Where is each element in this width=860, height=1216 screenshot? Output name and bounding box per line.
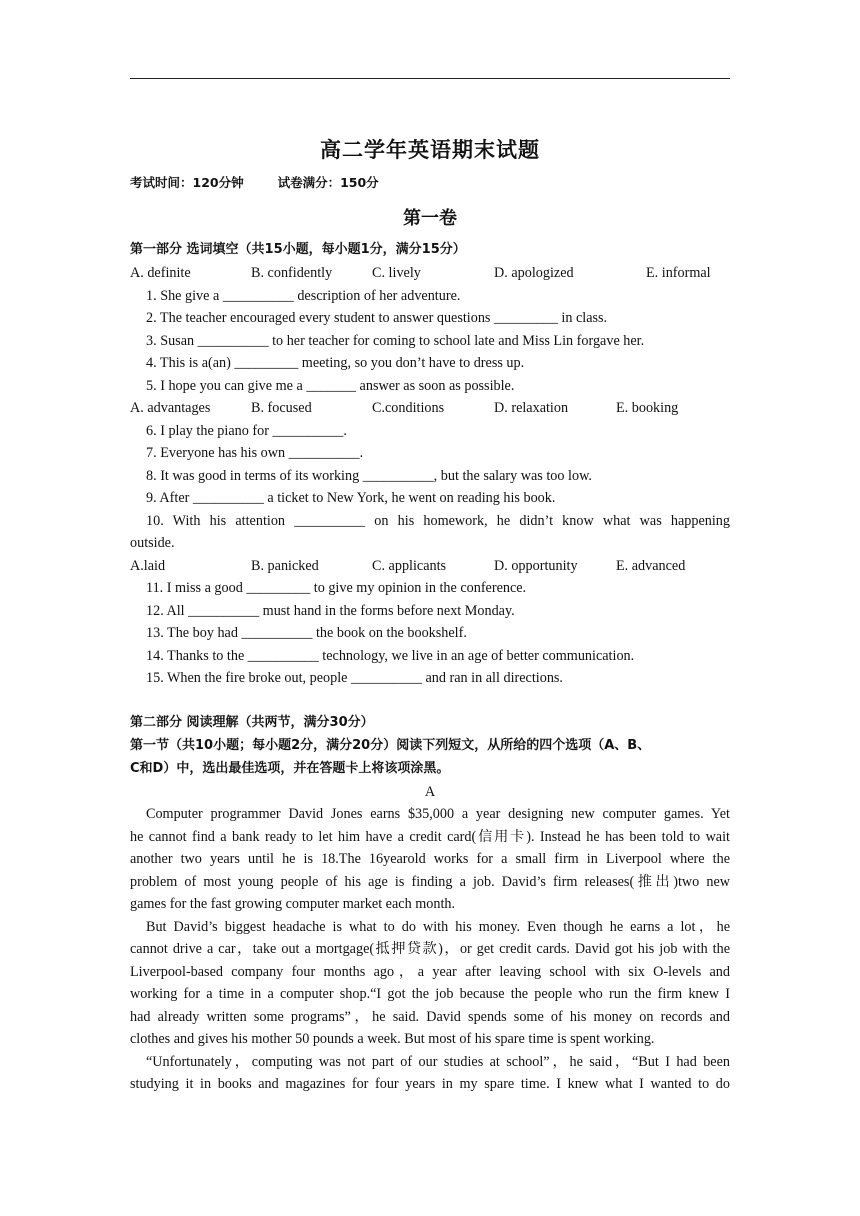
exam-title: 高二学年英语期末试题: [320, 137, 540, 162]
question-item: 15. When the fire broke out, people __________ and ran in all directions.: [146, 670, 563, 686]
option-item: E. informal: [646, 265, 711, 281]
option-item: B. confidently: [251, 265, 333, 281]
passage-line: cannot drive a car，take out a mortgage(抵押贷款)，or get credit cards. David got his job with the: [130, 941, 730, 957]
question-item-continued: outside.: [130, 535, 175, 551]
section-instructions: C和D）中，选出最佳选项，并在答题卡上将该项涂黑。: [130, 761, 450, 776]
option-item: D. apologized: [494, 265, 574, 281]
option-item: C. applicants: [372, 558, 447, 574]
question-item: 5. I hope you can give me a _______ answer as soon as possible.: [146, 378, 515, 394]
volume-heading: 第一卷: [403, 208, 457, 229]
passage-line: Computer programmer David Jones earns $35,000 a year designing new computer games. Yet: [146, 806, 730, 822]
passage-line: studying it in books and magazines for four years in my spare time. I knew what I wanted to do: [130, 1076, 730, 1092]
question-item: 1. She give a __________ description of her adventure.: [146, 288, 461, 304]
section-instructions: 第一节（共10小题；每小题2分，满分20分）阅读下列短文，从所给的四个选项（A、B、: [130, 738, 651, 753]
question-item: 4. This is a(an) _________ meeting, so you don’t have to dress up.: [146, 355, 525, 371]
passage-label: A: [424, 784, 436, 800]
exam-meta: [130, 173, 379, 191]
option-item: D. relaxation: [494, 400, 569, 416]
question-item: 3. Susan __________ to her teacher for coming to school late and Miss Lin forgave her.: [146, 333, 645, 349]
question-item: 8. It was good in terms of its working __________, but the salary was too low.: [146, 468, 592, 484]
option-item: E. booking: [616, 400, 679, 416]
passage-line: another two years until he is 18.The 16yearold works for a small firm in Liverpool where the: [130, 851, 730, 867]
option-item: B. focused: [251, 400, 312, 416]
exam-score: 试卷满分：150分: [277, 175, 379, 190]
question-item: 13. The boy had __________ the book on the bookshelf.: [146, 625, 467, 641]
part1-heading: 第一部分 选词填空（共15小题，每小题1分，满分15分）: [130, 242, 466, 257]
passage-line: clothes and gives his mother 50 pounds a week. But most of his spare time is spent working.: [130, 1031, 655, 1047]
passage-line: But David’s biggest headache is what to do with his money. Even though he earns a lot，he: [146, 919, 730, 935]
option-item: A.laid: [130, 558, 166, 574]
question-item: 7. Everyone has his own __________.: [146, 445, 364, 461]
passage-line: had already written some programs”，he said. David spends some of his money on records and: [130, 1009, 730, 1025]
option-item: A. definite: [130, 265, 191, 281]
option-item: C.conditions: [372, 400, 445, 416]
option-item: C. lively: [372, 265, 421, 281]
question-item: 9. After __________ a ticket to New York, he went on reading his book.: [146, 490, 556, 506]
passage-line: “Unfortunately，computing was not part of our studies at school”，he said，“But I had been: [146, 1054, 730, 1070]
passage-line: he cannot find a bank ready to let him have a credit card(信用卡). Instead he has been told to wait: [130, 829, 730, 845]
question-item: 2. The teacher encouraged every student to answer questions _________ in class.: [146, 310, 608, 326]
option-item: A. advantages: [130, 400, 211, 416]
passage-line: problem of most young people of his age is finding a job. David’s firm releases(推出)two new: [130, 874, 730, 890]
passage-line: games for the fast growing computer market each month.: [130, 896, 456, 912]
exam-time: 考试时间：120分钟: [130, 175, 244, 190]
question-item: 6. I play the piano for __________.: [146, 423, 347, 439]
part2-heading: 第二部分 阅读理解（共两节，满分30分）: [130, 715, 374, 730]
option-item: B. panicked: [251, 558, 319, 574]
question-item: 11. I miss a good _________ to give my opinion in the conference.: [146, 580, 527, 596]
option-item: E. advanced: [616, 558, 686, 574]
passage-line: working for a time in a computer shop.“I got the job because the people who run the firm knew I: [130, 986, 730, 1002]
header-rule: [130, 78, 730, 79]
option-item: D. opportunity: [494, 558, 578, 574]
question-item: 12. All __________ must hand in the forms before next Monday.: [146, 603, 515, 619]
question-item: 14. Thanks to the __________ technology, we live in an age of better communication.: [146, 648, 635, 664]
passage-line: Liverpool-based company four months ago，a year after leaving school with six O-levels and: [130, 964, 730, 980]
question-item: 10. With his attention __________ on his homework, he didn’t know what was happening: [146, 513, 730, 529]
